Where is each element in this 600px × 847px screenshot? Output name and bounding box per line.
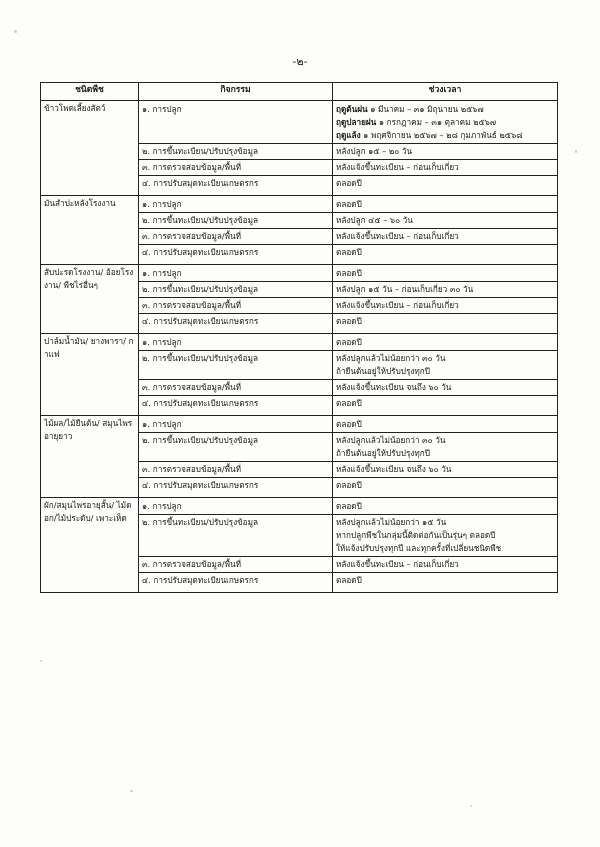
period-cell: ตลอดปี: [333, 573, 558, 593]
activity-cell: ๓. การตรวจสอบข้อมูล/พื้นที่: [139, 462, 333, 478]
activity-cell: ๑. การปลูก: [139, 334, 333, 351]
crop-cell: ข้าวโพดเลี้ยงสัตว์: [41, 101, 139, 196]
crop-schedule-table: [40, 82, 558, 593]
activity-cell: ๔. การปรับสมุดทะเบียนเกษตรกร: [139, 478, 333, 498]
scan-speck: [130, 790, 133, 792]
crop-cell: มันสำปะหลังโรงงาน: [41, 196, 139, 265]
period-cell: ตลอดปี: [333, 396, 558, 416]
period-cell: [333, 515, 558, 557]
period-cell: หลังแจ้งขึ้นทะเบียน จนถึง ๖๐ วัน: [333, 380, 558, 396]
activity-cell: ๑. การปลูก: [139, 498, 333, 515]
table-body: [41, 101, 558, 593]
table-row: [41, 498, 558, 515]
period-cell: [333, 351, 558, 380]
period-line: หลังปลูกแล้วไม่น้อยกว่า ๓๐ วัน: [336, 435, 446, 445]
period-cell: หลังแจ้งขึ้นทะเบียน จนถึง ๖๐ วัน: [333, 462, 558, 478]
period-cell: ตลอดปี: [333, 314, 558, 334]
season-dates: ๑ พฤศจิกายน ๒๕๖๗ – ๒๘ กุมภาพันธ์ ๒๕๖๘: [360, 130, 523, 140]
period-cell: ตลอดปี: [333, 265, 558, 282]
season-dates: ๑ กรกฎาคม – ๓๑ ตุลาคม ๒๕๖๗: [376, 117, 497, 127]
activity-cell: ๓. การตรวจสอบข้อมูล/พื้นที่: [139, 229, 333, 245]
header-activity: กิจกรรม: [139, 83, 333, 101]
scan-speck: [575, 150, 577, 153]
season-line: [336, 129, 554, 142]
period-line: ถ้ายืนต้นอยู่ให้ปรับปรุงทุกปี: [336, 448, 430, 458]
period-cell: หลังปลูก ๔๕ – ๖๐ วัน: [333, 213, 558, 229]
period-cell: ตลอดปี: [333, 478, 558, 498]
header-crop: ชนิดพืช: [41, 83, 139, 101]
crop-cell: ผัก/สมุนไพรอายุสั้น/ ไม้ดอก/ไม้ประดับ/ เพาะเห็ด: [41, 498, 139, 593]
table-row: [41, 416, 558, 433]
scan-speck: [14, 30, 17, 33]
crop-cell: สับปะรดโรงงาน/ อ้อยโรงงาน/ พืชไร่อื่นๆ: [41, 265, 139, 334]
activity-cell: ๒. การขึ้นทะเบียน/ปรับปรุงข้อมูล: [139, 213, 333, 229]
table-row: [41, 334, 558, 351]
period-cell: หลังปลูก ๑๕ วัน – ก่อนเก็บเกี่ยว ๓๐ วัน: [333, 282, 558, 298]
activity-cell: ๓. การตรวจสอบข้อมูล/พื้นที่: [139, 380, 333, 396]
period-cell: หลังปลูก ๑๕ – ๒๐ วัน: [333, 144, 558, 160]
period-line: ให้แจ้งปรับปรุงทุกปี และทุกครั้งที่เปลี่ยนชนิดพืช: [336, 543, 502, 553]
table-header-row: [41, 83, 558, 101]
table-row: [41, 196, 558, 213]
period-cell: ตลอดปี: [333, 176, 558, 196]
season-line: [336, 116, 554, 129]
page-number: -๒-: [292, 55, 308, 68]
crop-cell: ไม้ผล/ไม้ยืนต้น/ สมุนไพรอายุยาว: [41, 416, 139, 498]
period-line: หลังปลูกแล้วไม่น้อยกว่า ๓๐ วัน: [336, 353, 446, 363]
activity-cell: ๔. การปรับสมุดทะเบียนเกษตรกร: [139, 176, 333, 196]
period-cell: หลังแจ้งขึ้นทะเบียน – ก่อนเก็บเกี่ยว: [333, 298, 558, 314]
season-dates: ๑ มีนาคม – ๓๑ มิถุนายน ๒๕๖๗: [367, 104, 484, 114]
period-cell: หลังแจ้งขึ้นทะเบียน – ก่อนเก็บเกี่ยว: [333, 160, 558, 176]
header-period: ช่วงเวลา: [333, 83, 558, 101]
activity-cell: ๒. การขึ้นทะเบียน/ปรับปรุงข้อมูล: [139, 515, 333, 557]
season-label: ฤดูต้นฝน: [336, 104, 368, 114]
activity-cell: ๑. การปลูก: [139, 101, 333, 144]
table-row: [41, 265, 558, 282]
period-cell: หลังแจ้งขึ้นทะเบียน – ก่อนเก็บเกี่ยว: [333, 229, 558, 245]
activity-cell: ๑. การปลูก: [139, 265, 333, 282]
period-line: หลังปลูกแล้วไม่น้อยกว่า ๑๕ วัน: [336, 517, 447, 527]
activity-cell: ๔. การปรับสมุดทะเบียนเกษตรกร: [139, 245, 333, 265]
activity-cell: ๒. การขึ้นทะเบียน/ปรับปรุงข้อมูล: [139, 144, 333, 160]
table-row: [41, 101, 558, 144]
period-line: หากปลูกพืชในกลุ่มนี้ติดต่อกันเป็นรุ่นๆ ตลอดปี: [336, 530, 496, 540]
scan-speck: [40, 660, 42, 662]
period-cell: ตลอดปี: [333, 196, 558, 213]
activity-cell: ๓. การตรวจสอบข้อมูล/พื้นที่: [139, 298, 333, 314]
season-label: ฤดูแล้ง: [336, 130, 361, 140]
period-line: ถ้ายืนต้นอยู่ให้ปรับปรุงทุกปี: [336, 366, 430, 376]
period-cell: [333, 101, 558, 144]
activity-cell: ๔. การปรับสมุดทะเบียนเกษตรกร: [139, 396, 333, 416]
activity-cell: ๒. การขึ้นทะเบียน/ปรับปรุงข้อมูล: [139, 351, 333, 380]
season-line: [336, 103, 554, 116]
period-cell: ตลอดปี: [333, 498, 558, 515]
activity-cell: ๑. การปลูก: [139, 416, 333, 433]
activity-cell: ๓. การตรวจสอบข้อมูล/พื้นที่: [139, 160, 333, 176]
scan-speck: [470, 805, 472, 807]
activity-cell: ๓. การตรวจสอบข้อมูล/พื้นที่: [139, 557, 333, 573]
period-cell: ตลอดปี: [333, 334, 558, 351]
period-cell: ตลอดปี: [333, 416, 558, 433]
crop-cell: ปาล์มน้ำมัน/ ยางพารา/ กาแฟ: [41, 334, 139, 416]
activity-cell: ๔. การปรับสมุดทะเบียนเกษตรกร: [139, 314, 333, 334]
activity-cell: ๑. การปลูก: [139, 196, 333, 213]
season-label: ฤดูปลายฝน: [336, 117, 377, 127]
period-cell: [333, 433, 558, 462]
activity-cell: ๒. การขึ้นทะเบียน/ปรับปรุงข้อมูล: [139, 433, 333, 462]
period-cell: ตลอดปี: [333, 245, 558, 265]
activity-cell: ๒. การขึ้นทะเบียน/ปรับปรุงข้อมูล: [139, 282, 333, 298]
activity-cell: ๔. การปรับสมุดทะเบียนเกษตรกร: [139, 573, 333, 593]
period-cell: หลังแจ้งขึ้นทะเบียน – ก่อนเก็บเกี่ยว: [333, 557, 558, 573]
